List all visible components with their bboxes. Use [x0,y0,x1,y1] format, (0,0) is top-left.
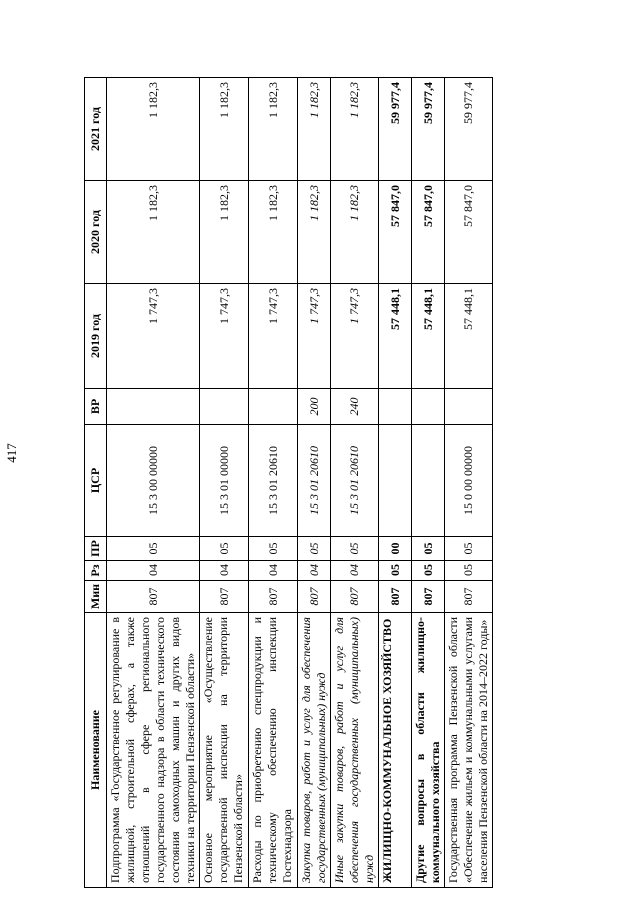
row-2020-cell: 1 182,3 [200,181,249,284]
row-pr-cell: 05 [445,537,493,561]
row-min-cell: 807 [107,581,200,613]
row-name-cell: Подпрограмма «Государственное регулирование в жилищной, строительной сферах, а также отношений в сфере регионального государственного надзора в области технического состояния самоходных машин и других видов техники на территории Пензенской области» [107,613,200,888]
row-name-cell: Расходы по приобретению спецпродукции и техническому обеспечению инспекции Гостехнадзора [249,613,298,888]
row-csr-cell: 15 3 01 20610 [298,425,331,537]
row-vr-cell [412,389,445,425]
row-min-cell: 807 [379,581,412,613]
row-csr-cell: 15 3 00 00000 [107,425,200,537]
col-header-2020: 2020 год [85,181,107,284]
row-rz-cell: 04 [298,561,331,581]
table-header-row [85,78,107,888]
row-2020-cell: 1 182,3 [249,181,298,284]
row-min-cell: 807 [298,581,331,613]
budget-table [84,77,493,888]
col-header-name: Наименование [85,613,107,888]
row-vr-cell [107,389,200,425]
col-header-rz: Рз [85,561,107,581]
row-rz-cell: 05 [445,561,493,581]
row-rz-cell: 05 [379,561,412,581]
rotated-table-container [84,78,490,888]
row-csr-cell [379,425,412,537]
row-2020-cell: 1 182,3 [107,181,200,284]
row-2021-cell: 1 182,3 [249,78,298,181]
table-row [379,78,412,888]
row-2021-cell: 59 977,4 [412,78,445,181]
table-row [249,78,298,888]
row-2019-cell: 57 448,1 [379,284,412,389]
row-vr-cell: 240 [331,389,379,425]
col-header-pr: ПР [85,537,107,561]
row-vr-cell [249,389,298,425]
row-2021-cell: 1 182,3 [200,78,249,181]
row-2019-cell: 57 448,1 [445,284,493,389]
row-2019-cell: 1 747,3 [200,284,249,389]
row-2020-cell: 57 847,0 [412,181,445,284]
row-name-cell: Другие вопросы в области жилищно-коммунального хозяйства [412,613,445,888]
row-csr-cell [412,425,445,537]
row-2020-cell: 1 182,3 [331,181,379,284]
col-header-csr: ЦСР [85,425,107,537]
row-2019-cell: 1 747,3 [107,284,200,389]
row-2021-cell: 59 977,4 [445,78,493,181]
row-csr-cell: 15 3 01 20610 [331,425,379,537]
row-2019-cell: 1 747,3 [331,284,379,389]
row-csr-cell: 15 0 00 00000 [445,425,493,537]
row-pr-cell: 05 [412,537,445,561]
row-pr-cell: 05 [331,537,379,561]
row-2021-cell: 1 182,3 [331,78,379,181]
row-2020-cell: 1 182,3 [298,181,331,284]
col-header-vr: ВР [85,389,107,425]
page-number: 417 [4,443,19,463]
col-header-2021: 2021 год [85,78,107,181]
row-name-cell: Основное мероприятие «Осуществление государственной инспекции на территории Пензенской области» [200,613,249,888]
row-2020-cell: 57 847,0 [379,181,412,284]
row-2020-cell: 57 847,0 [445,181,493,284]
row-name-cell: ЖИЛИЩНО-КОММУНАЛЬНОЕ ХОЗЯЙСТВО [379,613,412,888]
row-2019-cell: 1 747,3 [249,284,298,389]
row-csr-cell: 15 3 01 00000 [200,425,249,537]
row-vr-cell: 200 [298,389,331,425]
row-rz-cell: 04 [107,561,200,581]
table-row [445,78,493,888]
row-rz-cell: 04 [331,561,379,581]
table-body [107,78,493,888]
row-min-cell: 807 [412,581,445,613]
col-header-min: Мин [85,581,107,613]
row-pr-cell: 00 [379,537,412,561]
row-pr-cell: 05 [107,537,200,561]
row-2021-cell: 59 977,4 [379,78,412,181]
table-row [331,78,379,888]
row-min-cell: 807 [249,581,298,613]
row-rz-cell: 04 [200,561,249,581]
row-csr-cell: 15 3 01 20610 [249,425,298,537]
row-name-cell: Закупка товаров, работ и услуг для обеспечения государственных (муниципальных) нужд [298,613,331,888]
row-vr-cell [379,389,412,425]
row-vr-cell [445,389,493,425]
col-header-2019: 2019 год [85,284,107,389]
row-min-cell: 807 [200,581,249,613]
row-2019-cell: 1 747,3 [298,284,331,389]
row-pr-cell: 05 [298,537,331,561]
row-rz-cell: 05 [412,561,445,581]
row-pr-cell: 05 [249,537,298,561]
row-name-cell: Государственная программа Пензенской области «Обеспечение жильем и коммунальными услугами населения Пензенской области на 2014–2022 годы» [445,613,493,888]
row-name-cell: Иные закупки товаров, работ и услуг для обеспечения государственных (муниципальных) нужд [331,613,379,888]
row-2019-cell: 57 448,1 [412,284,445,389]
table-row [107,78,200,888]
row-vr-cell [200,389,249,425]
table-row [298,78,331,888]
row-2021-cell: 1 182,3 [298,78,331,181]
row-pr-cell: 05 [200,537,249,561]
row-2021-cell: 1 182,3 [107,78,200,181]
table-row [200,78,249,888]
row-min-cell: 807 [331,581,379,613]
row-rz-cell: 04 [249,561,298,581]
table-row [412,78,445,888]
row-min-cell: 807 [445,581,493,613]
